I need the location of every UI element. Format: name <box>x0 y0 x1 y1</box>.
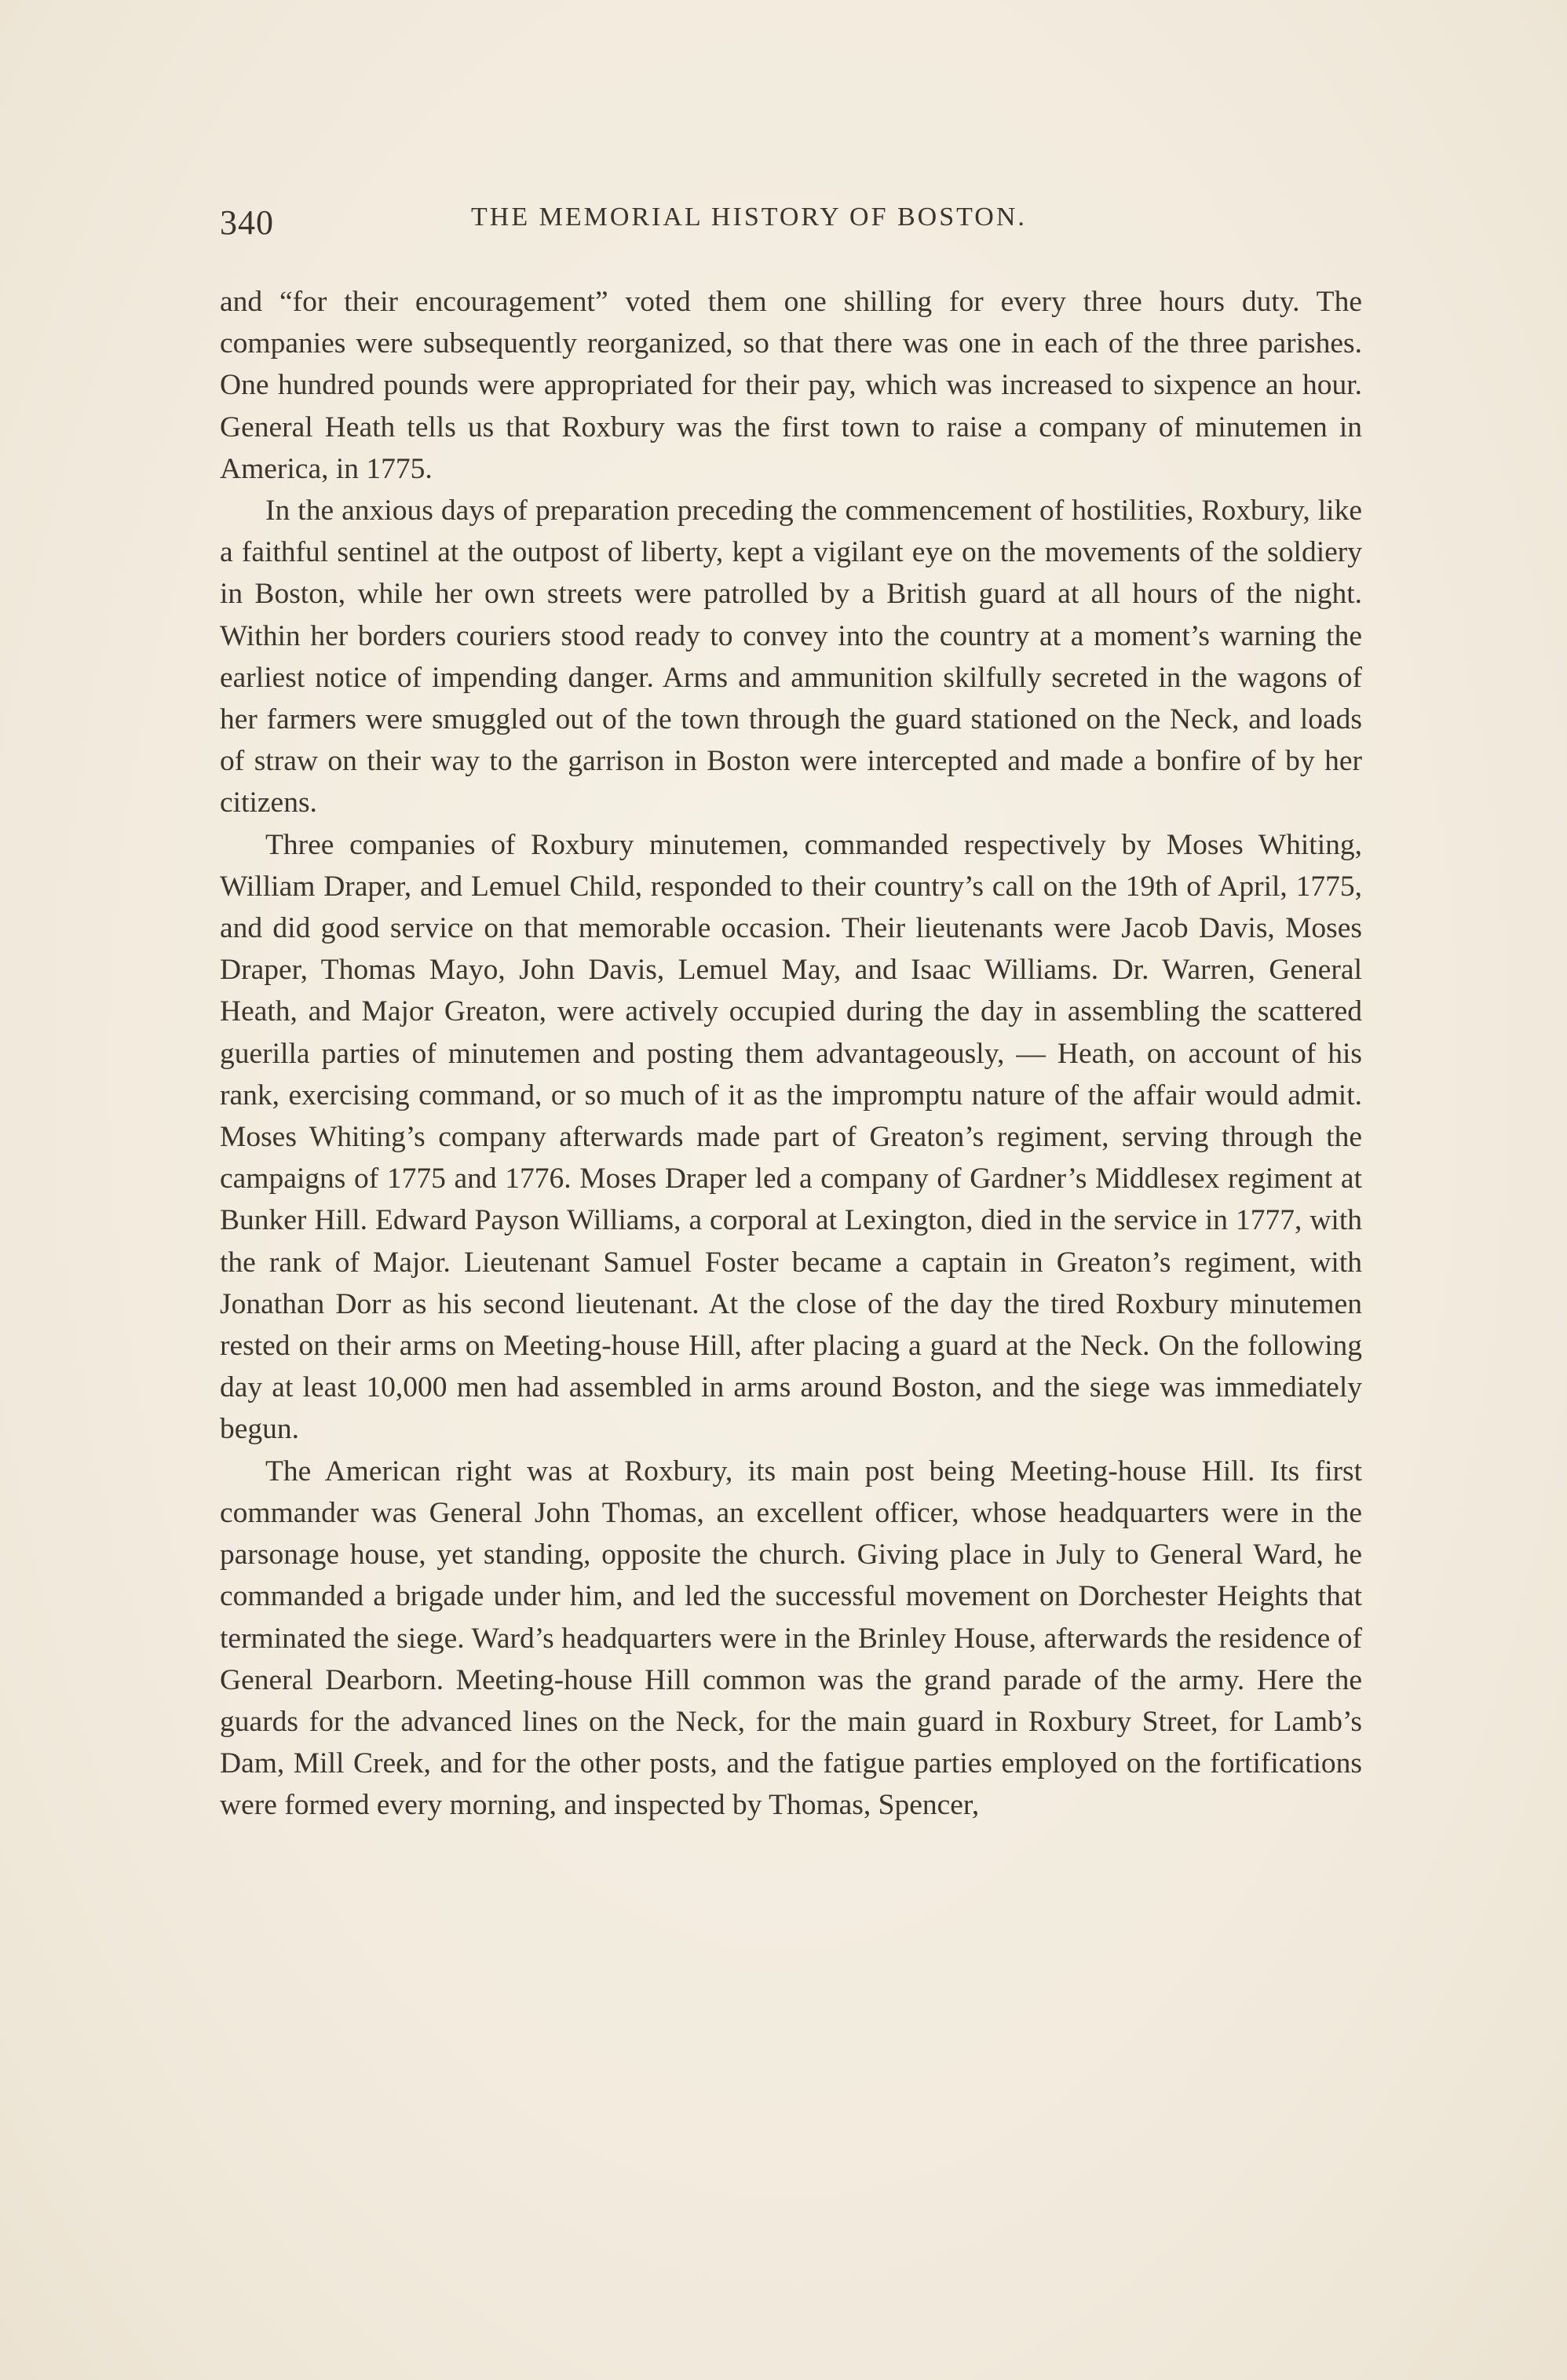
running-head: THE MEMORIAL HISTORY OF BOSTON. <box>471 203 1027 232</box>
paragraph-preparation: In the anxious days of preparation preceding the commencement of hostilities, Roxbury, like a faithful sentinel at the outpost of liberty, kept a vigilant eye on the movements of the soldiery in Boston, while her own streets were patrolled by a British guard at all hours of the night. Within her borders couriers stood ready to convey into the country at a moment’s warning the earliest notice of impending danger. Arms and ammunition skilfully secreted in the wagons of her farmers were smuggled out of the town through the guard stationed on the Neck, and loads of straw on their way to the garrison in Boston were intercepted and made a bonfire of by her citizens. <box>220 495 1362 819</box>
paragraph-minutemen: Three companies of Roxbury minutemen, commanded respectively by Moses Whiting, William Draper, and Lemuel Child, responded to their country’s call on the 19th of April, 1775, and did good service on that memorable occasion. Their lieutenants were Jacob Davis, Moses Draper, Thomas Mayo, John Davis, Lemuel May, and Isaac Williams. Dr. Warren, General Heath, and Major Greaton, were actively occupied during the day in assembling the scattered guerilla parties of minutemen and posting them advantageously, — Heath, on account of his rank, exercising command, or so much of it as the impromptu nature of the affair would admit. Moses Whiting’s company afterwards made part of Greaton’s regiment, serving through the campaigns of 1775 and 1776. Moses Draper led a company of Gardner’s Middlesex regiment at Bunker Hill. Edward Payson Williams, a corporal at Lexington, died in the service in 1777, with the rank of Major. Lieutenant Samuel Foster became a captain in Greaton’s regiment, with Jonathan Dorr as his second lieutenant. At the close of the day the tired Roxbury minutemen rested on their arms on Meeting-house Hill, after placing a guard at the Neck. On the following day at least 10,000 men had assembled in arms around Boston, and the siege was immediately begun. <box>220 828 1362 1446</box>
page-header <box>220 196 1366 259</box>
body-text <box>220 281 1362 1827</box>
paragraph-continued: and “for their encouragement” voted them one shilling for every three hours duty. The companies were subsequently reorganized, so that there was one in each of the three parishes. One hundred pounds were appropriated for their pay, which was increased to sixpence an hour. General Heath tells us that Roxbury was the first town to raise a company of minutemen in America, in 1775. <box>220 286 1362 485</box>
page-number: 340 <box>220 203 274 242</box>
paragraph-american-right: The American right was at Roxbury, its main post being Meeting-house Hill. Its first commander was General John Thomas, an excellent officer, whose headquarters were in the parsonage house, yet standing, opposite the church. Giving place in July to General Ward, he commanded a brigade under him, and led the successful movement on Dorchester Heights that terminated the siege. Ward’s headquarters were in the Brinley House, afterwards the residence of General Dearborn. Meeting-house Hill common was the grand parade of the army. Here the guards for the advanced lines on the Neck, for the main guard in Roxbury Street, for Lamb’s Dam, Mill Creek, and for the other posts, and the fatigue parties employed on the fortifications were formed every morning, and inspected by Thomas, Spencer, <box>220 1455 1362 1822</box>
